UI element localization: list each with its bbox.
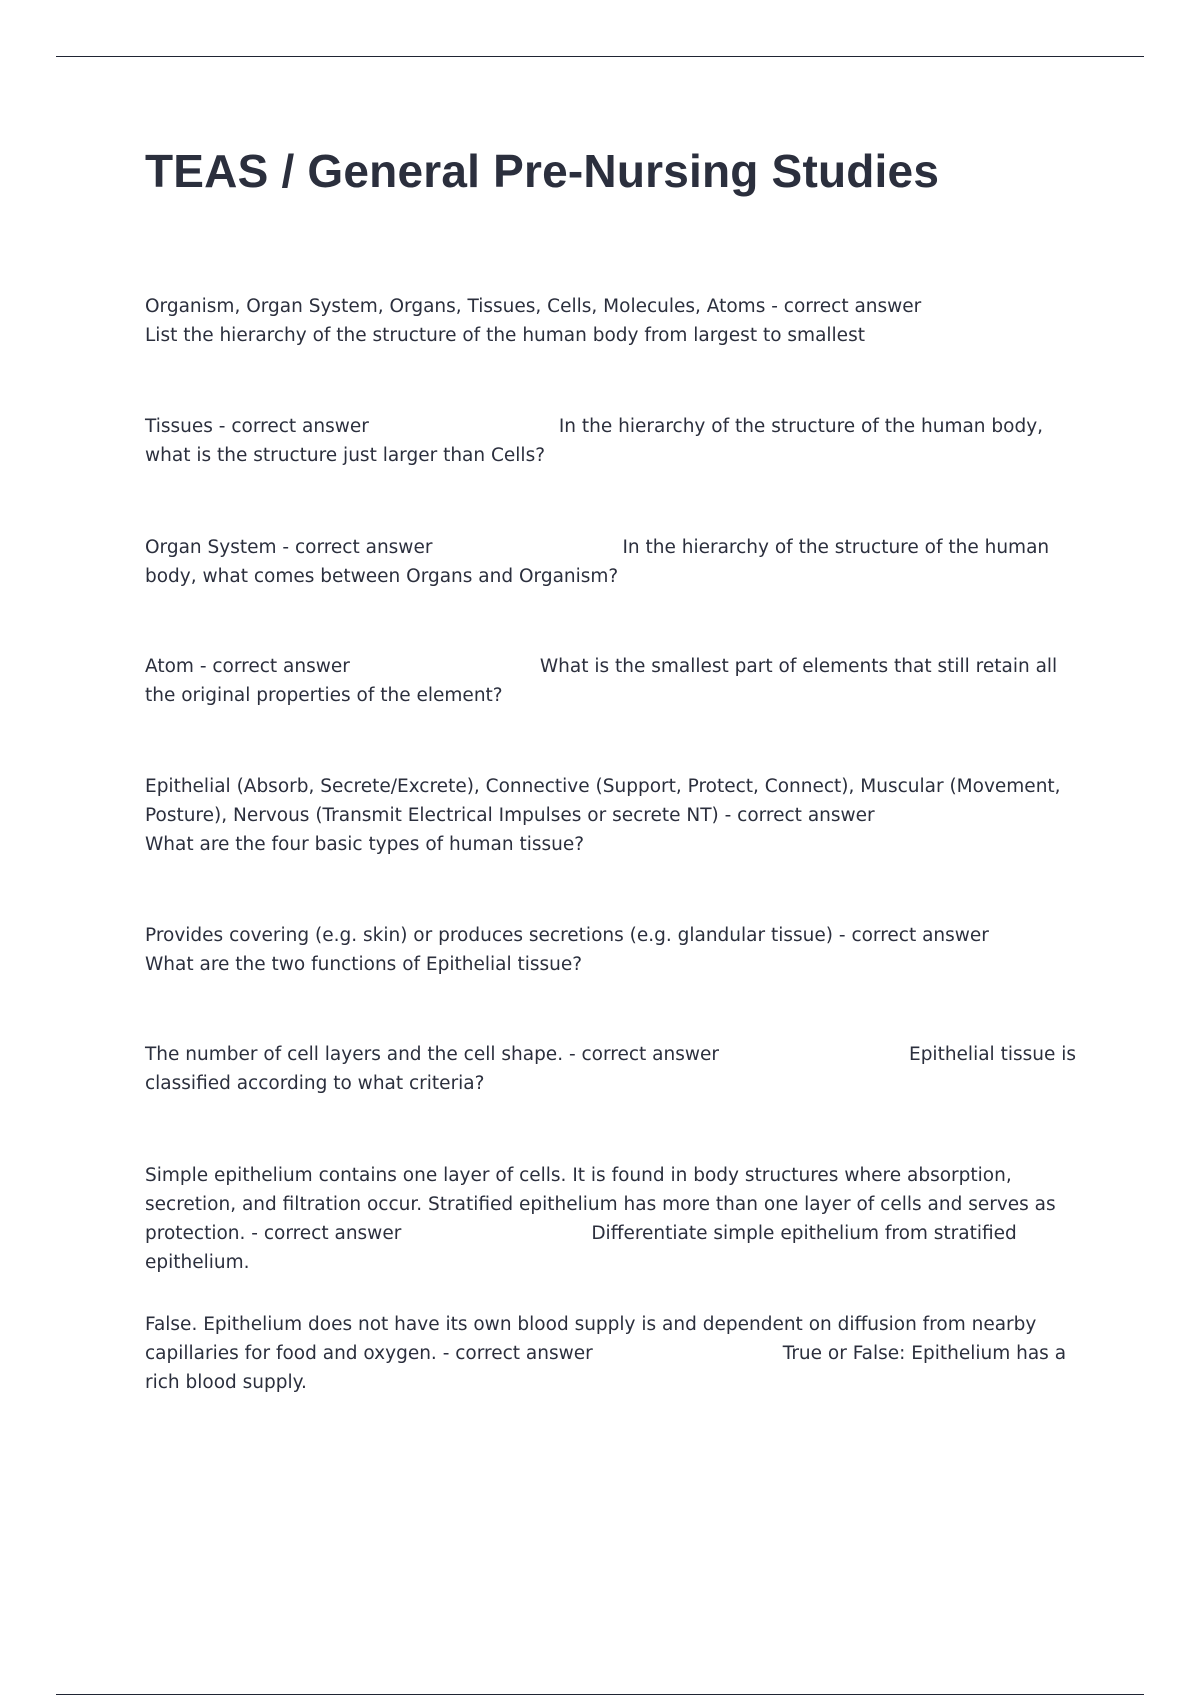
qa-entry-9: False. Epithelium does not have its own blood supply is and dependent on diffusion from nearby capillaries for food and oxygen. - correct answer True or False: Epithelium has a rich blood supply. bbox=[145, 1314, 1067, 1393]
answer-text: Simple epithelium contains one layer of cells. It is found in body structures where absorption, secretion, and filtration occur. Stratified epithelium has more than one layer of cells and serves as protection. bbox=[145, 1165, 1056, 1244]
bottom-rule bbox=[56, 1694, 1144, 1695]
top-rule bbox=[56, 56, 1144, 57]
answer-text: The number of cell layers and the cell shape. bbox=[145, 1044, 564, 1065]
correct-answer-marker: correct answer bbox=[581, 1044, 719, 1065]
answer-text: False. Epithelium does not have its own blood supply is and dependent on diffusion from nearby capillaries for food and oxygen. bbox=[145, 1314, 1037, 1364]
question-text: List the hierarchy of the structure of the human body from largest to smallest bbox=[145, 325, 865, 346]
correct-answer-marker: correct answer bbox=[737, 805, 875, 826]
question-text: What is the smallest part of elements that still retain all the original properties of the element? bbox=[145, 656, 1058, 706]
correct-answer-marker: correct answer bbox=[263, 1223, 402, 1244]
qa-entry-4: Atom - correct answer What is the smallest part of elements that still retain all the original properties of the element? bbox=[145, 656, 1058, 706]
answer-text: Atom bbox=[145, 656, 194, 677]
correct-answer-marker: correct answer bbox=[783, 296, 922, 317]
answer-text: Provides covering (e.g. skin) or produces secretions (e.g. glandular tissue) bbox=[145, 925, 833, 946]
question-text: What are the four basic types of human tissue? bbox=[145, 834, 585, 855]
qa-entry-3: Organ System - correct answer In the hierarchy of the structure of the human body, what comes between Organs and Organism? bbox=[145, 537, 1050, 587]
answer-text: Organ System bbox=[145, 537, 277, 558]
qa-entry-5: Epithelial (Absorb, Secrete/Excrete), Connective (Support, Protect, Connect), Muscular (Movement, Posture), Nervous (Transmit Electrical Impulses or secrete NT) - correct answer What are the four basic types of human tissue? bbox=[145, 776, 1061, 855]
correct-answer-marker: correct answer bbox=[212, 656, 350, 677]
question-text: Differentiate simple epithelium from stratified epithelium. bbox=[145, 1223, 1017, 1273]
answer-text: Organism, Organ System, Organs, Tissues, Cells, Molecules, Atoms bbox=[145, 296, 766, 317]
question-text: In the hierarchy of the structure of the human body, what is the structure just larger than Cells? bbox=[145, 416, 1044, 466]
correct-answer-marker: correct answer bbox=[294, 537, 433, 558]
question-text: In the hierarchy of the structure of the human body, what comes between Organs and Organism? bbox=[145, 537, 1050, 587]
document-title: TEAS / General Pre-Nursing Studies bbox=[145, 145, 940, 197]
qa-entry-6: Provides covering (e.g. skin) or produces secretions (e.g. glandular tissue) - correct answer What are the two functions of Epithelial tissue? bbox=[145, 925, 989, 975]
qa-entry-2: Tissues - correct answer In the hierarchy of the structure of the human body, what is the structure just larger than Cells? bbox=[145, 416, 1044, 466]
answer-text: Epithelial (Absorb, Secrete/Excrete), Connective (Support, Protect, Connect), Muscular (Movement, Posture), Nervous (Transmit Electrical Impulses or secrete NT) bbox=[145, 776, 1061, 826]
correct-answer-marker: correct answer bbox=[231, 416, 369, 437]
answer-text: Tissues bbox=[145, 416, 213, 437]
question-text: What are the two functions of Epithelial tissue? bbox=[145, 954, 583, 975]
correct-answer-marker: correct answer bbox=[851, 925, 989, 946]
question-text: Epithelial tissue is classified according to what criteria? bbox=[145, 1044, 1077, 1094]
qa-entry-1: Organism, Organ System, Organs, Tissues, Cells, Molecules, Atoms - correct answer List the hierarchy of the structure of the human body from largest to smallest bbox=[145, 296, 922, 346]
correct-answer-marker: correct answer bbox=[455, 1343, 593, 1364]
question-text: True or False: Epithelium has a rich blood supply. bbox=[145, 1343, 1067, 1393]
qa-entry-8: Simple epithelium contains one layer of cells. It is found in body structures where absorption, secretion, and filtration occur. Stratified epithelium has more than one layer of cells and serves as protection. - correct answer Differentiate simple epithelium from stratified epithelium. bbox=[145, 1165, 1056, 1273]
qa-entry-7: The number of cell layers and the cell shape. - correct answer Epithelial tissue is classified according to what criteria? bbox=[145, 1044, 1077, 1094]
